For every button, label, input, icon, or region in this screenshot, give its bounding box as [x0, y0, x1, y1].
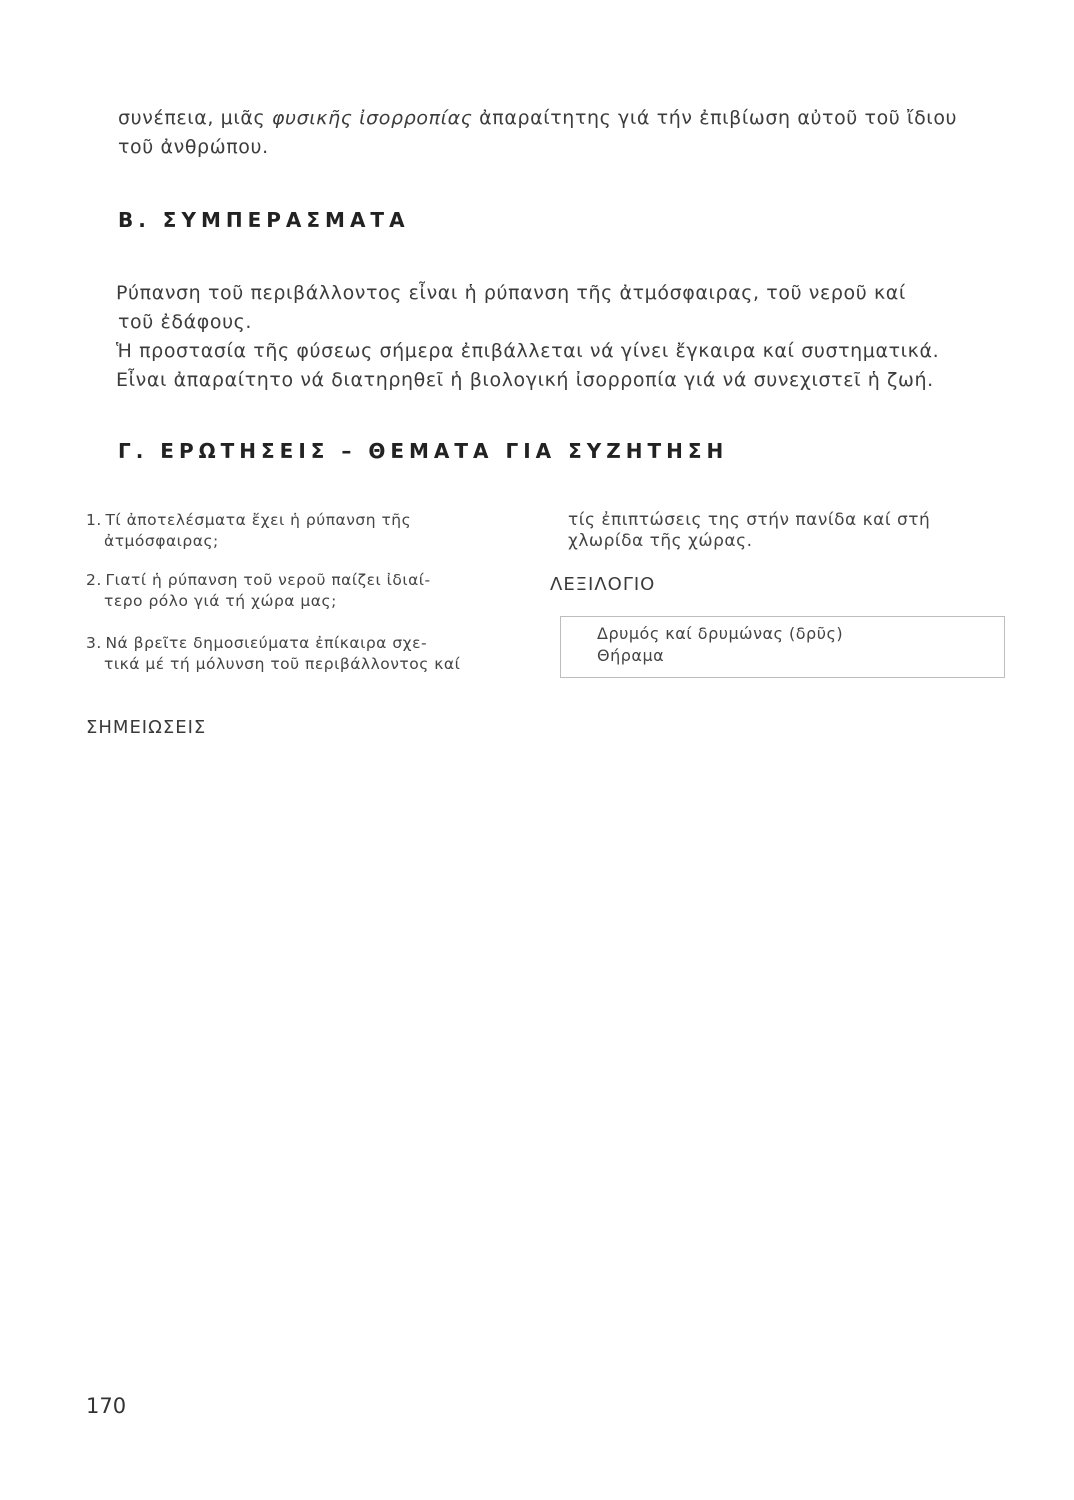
- section-b-line: Ρύπανση τοῦ περιβάλλοντος εἶναι ἡ ρύπανση τῆς ἀτμόσφαιρας, τοῦ νεροῦ καί: [116, 282, 906, 304]
- question-text: τικά μέ τή μόλυνση τοῦ περιβάλλοντος καί: [104, 655, 461, 673]
- question-text: Τί ἀποτελέσματα ἔχει ἡ ρύπανση τῆς: [105, 511, 412, 529]
- intro-italic-phrase: φυσικῆς ἰσορροπίας: [271, 107, 473, 129]
- vocabulary-item: Θήραμα: [597, 646, 665, 665]
- intro-line-1: [118, 104, 1018, 133]
- section-c-heading: Γ. ΕΡΩΤΗΣΕΙΣ – ΘΕΜΑΤΑ ΓΙΑ ΣΥΖΗΤΗΣΗ: [118, 439, 729, 463]
- question-text: Γιατί ἡ ρύπανση τοῦ νεροῦ παίζει ἰδιαί-: [105, 571, 431, 589]
- intro-line-2: τοῦ ἀνθρώπου.: [118, 136, 269, 158]
- intro-paragraph: [118, 104, 1018, 162]
- question-number: 2.: [86, 571, 102, 589]
- question-number: 1.: [86, 511, 102, 529]
- vocabulary-heading: ΛΕΞΙΛΟΓΙΟ: [550, 574, 656, 595]
- section-b-line: Ἡ προστασία τῆς φύσεως σήμερα ἐπιβάλλεται νά γίνει ἔγκαιρα καί συστηματικά.: [116, 340, 940, 362]
- question-text: Νά βρεῖτε δημοσιεύματα ἐπίκαιρα σχε-: [105, 634, 428, 652]
- question-text: τερο ρόλο γιά τή χώρα μας;: [104, 592, 337, 610]
- section-b-paragraph: [116, 279, 1016, 395]
- intro-text: συνέπεια, μιᾶς: [118, 107, 272, 129]
- section-b-line: Εἶναι ἀπαραίτητο νά διατηρηθεῖ ἡ βιολογική ἰσορροπία γιά νά συνεχιστεῖ ἡ ζωή.: [116, 369, 934, 391]
- section-b-line: τοῦ ἐδάφους.: [118, 311, 253, 333]
- page-number: 170: [86, 1394, 127, 1418]
- question-3-continuation: [568, 510, 1008, 552]
- question-text: ἀτμόσφαιρας;: [104, 532, 219, 550]
- question-2: [86, 570, 516, 612]
- vocabulary-box: [560, 616, 1005, 678]
- intro-text-end: ἀπαραίτητης γιά τήν ἐπιβίωση αὐτοῦ τοῦ ἴδιου: [472, 107, 958, 129]
- section-b-heading: Β. ΣΥΜΠΕΡΑΣΜΑΤΑ: [118, 208, 410, 232]
- continuation-line: χλωρίδα τῆς χώρας.: [568, 531, 753, 551]
- question-number: 3.: [86, 634, 102, 652]
- question-3: [86, 633, 526, 675]
- notes-heading: ΣΗΜΕΙΩΣΕΙΣ: [86, 717, 207, 738]
- vocabulary-item: Δρυμός καί δρυμώνας (δρῦς): [597, 624, 844, 643]
- continuation-line: τίς ἐπιπτώσεις της στήν πανίδα καί στή: [568, 510, 931, 530]
- question-1: [86, 510, 516, 552]
